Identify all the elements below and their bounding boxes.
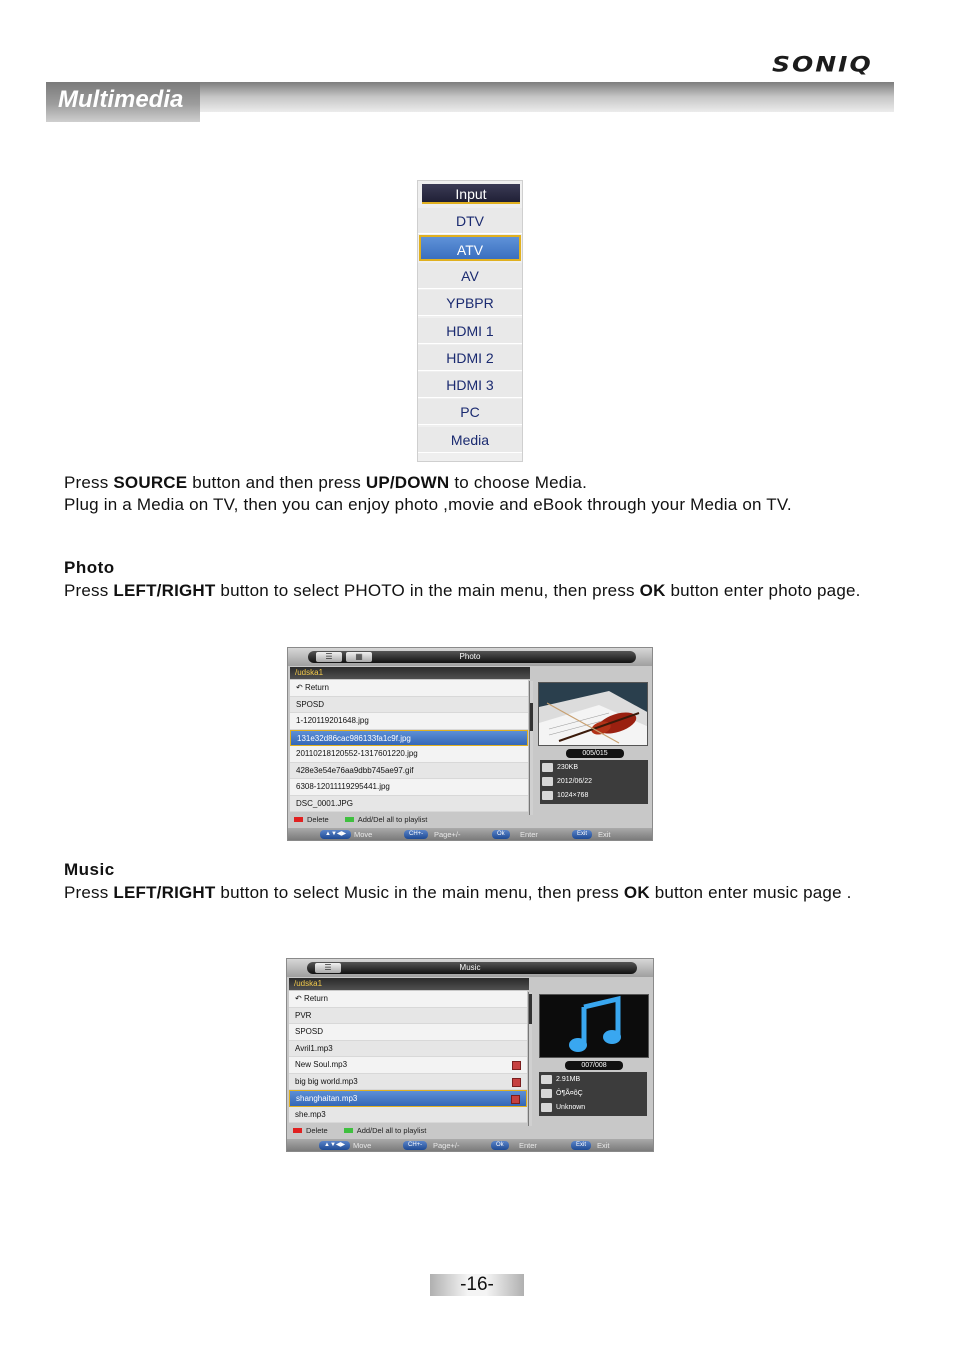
return-icon: ↶: [295, 994, 304, 1003]
file-list: [290, 680, 528, 812]
list-item[interactable]: she.mp3: [289, 1107, 527, 1124]
list-item-selected[interactable]: shanghaitan.mp3: [289, 1090, 527, 1107]
music-heading: Music: [64, 860, 115, 879]
key-help-bar: ▲▼◀▶ Move CH+- Page+/- Ok Enter Exit Exit: [287, 1139, 653, 1152]
input-menu-header: Input: [422, 184, 520, 204]
return-icon: ↶: [296, 683, 305, 692]
move-key: ▲▼◀▶: [319, 1141, 350, 1150]
color-key-hints: Delete Add/Del all to playlist: [293, 1126, 426, 1135]
green-key-icon: [344, 1128, 353, 1133]
photo-preview-violin: [538, 682, 648, 746]
list-view-icon[interactable]: ☰: [315, 963, 341, 973]
color-key-hints: Delete Add/Del all to playlist: [294, 815, 427, 824]
section-title: Multimedia: [58, 86, 184, 113]
list-item[interactable]: New Soul.mp3: [289, 1057, 527, 1074]
folder-path: /udska1: [290, 667, 530, 679]
menu-item-hdmi2[interactable]: HDMI 2: [418, 345, 522, 371]
photo-instructions: Press LEFT/RIGHT button to select PHOTO in the main menu, then press OK button enter photo page.: [64, 581, 861, 600]
red-key-icon: [294, 817, 303, 822]
list-item-selected[interactable]: 131e32d86cac986133fa1c9f.jpg: [290, 730, 528, 747]
file-info-panel: 2.91MB Ô¶Ã¤õÇ Unknown: [539, 1072, 647, 1116]
list-item[interactable]: big big world.mp3: [289, 1074, 527, 1091]
intro-text: Press SOURCE button and then press UP/DOWN to choose Media. Plug in a Media on TV, then you can enjoy photo ,movie and eBook through your Media on TV.: [64, 473, 792, 514]
list-item[interactable]: SPOSD: [289, 1024, 527, 1041]
resolution-icon: [542, 791, 553, 800]
menu-item-pc[interactable]: PC: [418, 399, 522, 425]
file-counter: 005/015: [566, 749, 624, 758]
ok-key: Ok: [491, 1141, 509, 1150]
photo-heading: Photo: [64, 558, 115, 577]
move-key: ▲▼◀▶: [320, 830, 351, 839]
screen-title: Photo: [459, 652, 481, 661]
menu-item-hdmi3[interactable]: HDMI 3: [418, 372, 522, 398]
menu-item-atv[interactable]: ATV: [419, 235, 521, 261]
list-item[interactable]: ↶ Return: [289, 991, 527, 1008]
music-instructions: Press LEFT/RIGHT button to select Music in the main menu, then press OK button enter music page .: [64, 883, 852, 902]
menu-item-ypbpr[interactable]: YPBPR: [418, 290, 522, 316]
grid-view-icon[interactable]: ▦: [346, 652, 372, 662]
scrollbar[interactable]: [528, 992, 532, 1126]
list-item[interactable]: 6308-12011119295441.jpg: [290, 779, 528, 796]
exit-key: Exit: [571, 1141, 591, 1150]
key-help-bar: ▲▼◀▶ Move CH+- Page+/- Ok Enter Exit Exit: [288, 828, 652, 841]
folder-path: /udska1: [289, 978, 529, 990]
music-browser-screen: [286, 958, 654, 1152]
file-list: [289, 991, 527, 1123]
file-size-icon: [542, 763, 553, 772]
intro-paragraph-2: Plug in a Media on TV, then you can enjoy photo ,movie and eBook through your Media on TV.: [64, 495, 792, 514]
music-note-icon: [539, 994, 649, 1058]
ok-key: Ok: [492, 830, 510, 839]
file-counter: 007/008: [565, 1061, 623, 1070]
screen-title: Music: [459, 963, 481, 972]
album-icon: [541, 1103, 552, 1112]
green-key-icon: [345, 817, 354, 822]
photo-browser-screen: [287, 647, 653, 841]
file-size-icon: [541, 1075, 552, 1084]
playlist-check-icon[interactable]: [512, 1078, 521, 1087]
list-item[interactable]: 428e3e54e76aa9dbb745ae97.gif: [290, 763, 528, 780]
file-info-panel: 230KB 2012/06/22 1024×768: [540, 760, 648, 804]
list-view-icon[interactable]: ☰: [316, 652, 342, 662]
menu-item-dtv[interactable]: DTV: [418, 208, 522, 234]
list-item[interactable]: SPOSD: [290, 697, 528, 714]
playlist-check-icon[interactable]: [511, 1095, 520, 1104]
list-item[interactable]: 1-120119201648.jpg: [290, 713, 528, 730]
artist-icon: [541, 1089, 552, 1098]
list-item[interactable]: 20110218120552-1317601220.jpg: [290, 746, 528, 763]
menu-item-av[interactable]: AV: [418, 263, 522, 289]
menu-item-media[interactable]: Media: [418, 427, 522, 453]
page-key: CH+-: [403, 1141, 427, 1150]
list-item[interactable]: DSC_0001.JPG: [290, 796, 528, 813]
brand-logo: SONIQ: [772, 52, 873, 77]
list-item[interactable]: Avril1.mp3: [289, 1041, 527, 1058]
menu-item-hdmi1[interactable]: HDMI 1: [418, 318, 522, 344]
exit-key: Exit: [572, 830, 592, 839]
red-key-icon: [293, 1128, 302, 1133]
page-number: -16-: [460, 1274, 494, 1295]
playlist-check-icon[interactable]: [512, 1061, 521, 1070]
list-item[interactable]: ↶ Return: [290, 680, 528, 697]
list-item[interactable]: PVR: [289, 1008, 527, 1025]
date-icon: [542, 777, 553, 786]
input-source-menu: [417, 180, 523, 462]
page-key: CH+-: [404, 830, 428, 839]
scrollbar[interactable]: [529, 681, 533, 815]
